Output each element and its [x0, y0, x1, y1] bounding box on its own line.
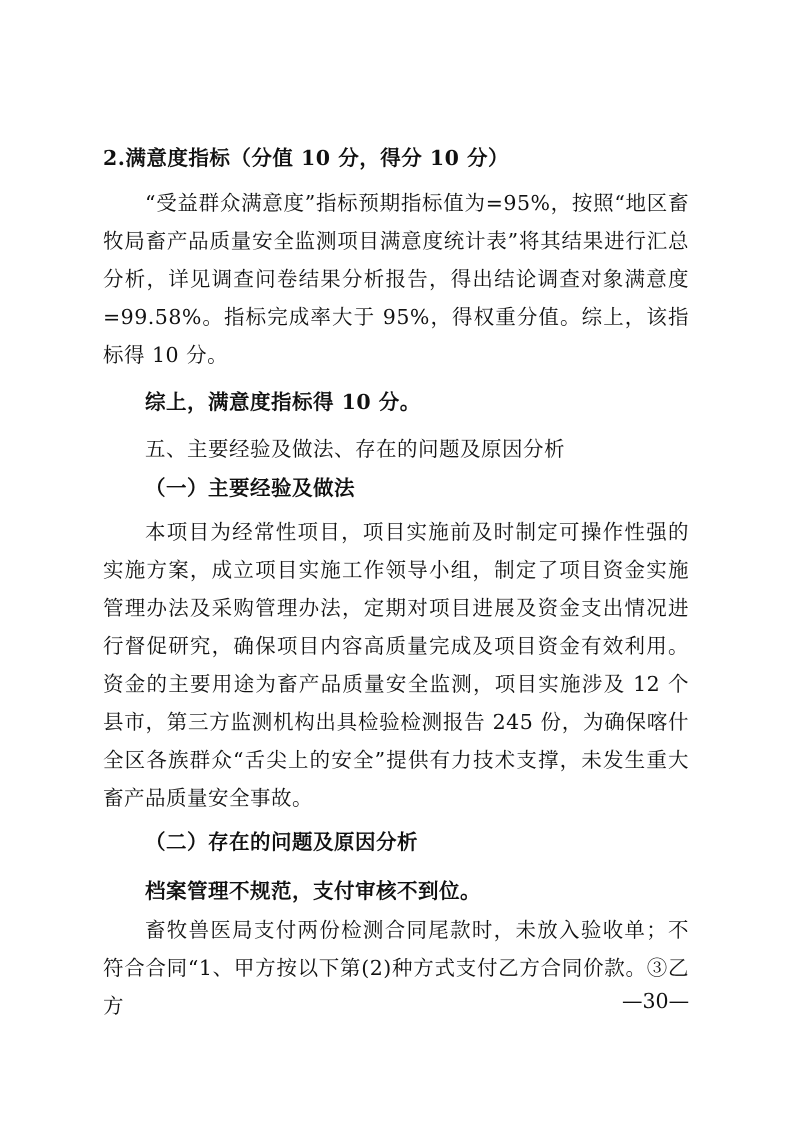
satisfaction-heading: 2.满意度指标（分值 10 分，得分 10 分） [103, 146, 510, 170]
issue-heading: 档案管理不规范，支付审核不到位。 [145, 879, 481, 903]
satisfaction-summary: 综上，满意度指标得 10 分。 [145, 390, 421, 414]
issue-paragraph: 畜牧兽医局支付两份检测合同尾款时，未放入验收单；不符合合同“1、甲方按以下第(2)种方式支付乙方合同价款。③乙方 [103, 918, 689, 1018]
subsection1-paragraph: 本项目为经常性项目，项目实施前及时制定可操作性强的实施方案，成立项目实施工作领导小组，制定了项目资金实施管理办法及采购管理办法，定期对项目进展及资金支出情况进行督促研究，确保项目内容高质量完成及项目资金有效利用。资金的主要用途为畜产品质量安全监测，项目实施涉及 12 个县市，第三方监测机构出具检验检测报告 245 份，为确保喀什全区各族群众“舌尖上的安全”提供有力技术支撑，未发生重大畜产品质量安全事故。 [103, 520, 689, 810]
subsection1-heading: （一）主要经验及做法 [145, 476, 355, 500]
subsection2-heading: （二）存在的问题及原因分析 [145, 830, 418, 854]
section5-heading: 五、主要经验及做法、存在的问题及原因分析 [145, 437, 565, 461]
page-number: —30— [622, 989, 690, 1013]
satisfaction-paragraph: “受益群众满意度”指标预期指标值为=95%，按照“地区畜牧局畜产品质量安全监测项目满意度统计表”将其结果进行汇总分析，详见调查问卷结果分析报告，得出结论调查对象满意度=99.58%。指标完成率大于 95%，得权重分值。综上，该指标得 10 分。 [103, 191, 689, 367]
